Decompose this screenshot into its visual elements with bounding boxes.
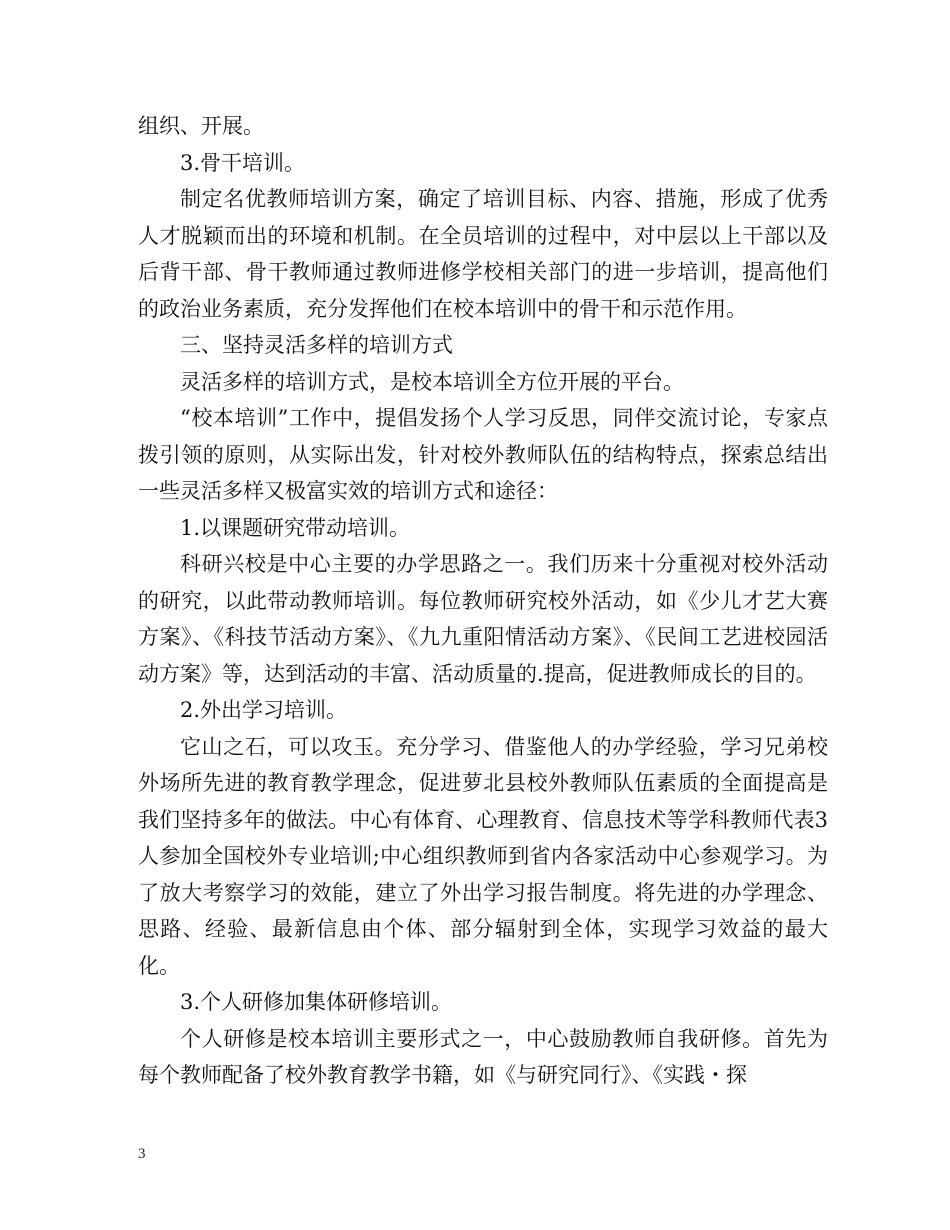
section-heading: 3.个人研修加集体研修培训。 <box>180 990 453 1014</box>
paragraph: 它山之石，可以攻玉。充分学习、借鉴他人的办学经验，学习兄弟校外场所先进的教育教学理念，促进萝北县校外教师队伍素质的全面提高是我们坚持多年的做法。中心有体育、心理教育、信息技术等学科教师代表3人参加全国校外专业培训;中心组织教师到省内各家活动中心参观学习。为了放大考察学习的效能，建立了外出学习报告制度。将先进的办学理念、思路、经验、最新信息由个体、部分辐射到全体，实现学习效益的最大化。 <box>138 734 828 978</box>
section-heading: 1.以课题研究带动培训。 <box>180 515 411 540</box>
paragraph: 个人研修是校本培训主要形式之一，中心鼓励教师自我研修。首先为每个教师配备了校外教育教学书籍，如《与研究同行》、《实践・探 <box>138 1026 828 1087</box>
section-heading: 三、坚持灵活多样的培训方式 <box>180 333 453 357</box>
section-heading: 3.骨干培训。 <box>180 150 306 175</box>
paragraph: 灵活多样的培训方式，是校本培训全方位开展的平台。 <box>180 369 684 394</box>
paragraph: “校本培训”工作中，提倡发扬个人学习反思，同伴交流讨论，专家点拨引领的原则，从实际出发，针对校外教师队伍的结构特点，探索总结出一些灵活多样又极富实效的培训方式和途径： <box>138 406 828 503</box>
page-number: 3 <box>138 1146 146 1162</box>
document-body <box>138 108 828 1094</box>
paragraph: 组织、开展。 <box>138 114 264 138</box>
paragraph: 制定名优教师培训方案，确定了培训目标、内容、措施，形成了优秀人才脱颖而出的环境和机制。在全员培训的过程中，对中层以上干部以及后背干部、骨干教师通过教师进修学校相关部门的进一步培训，提高他们的政治业务素质，充分发挥他们在校本培训中的骨干和示范作用。 <box>138 187 828 321</box>
section-heading: 2.外出学习培训。 <box>180 698 348 722</box>
paragraph: 科研兴校是中心主要的办学思路之一。我们历来十分重视对校外活动的研究，以此带动教师培训。每位教师研究校外活动，如《少儿才艺大赛方案》、《科技节活动方案》、《九九重阳情活动方案》、《民间工艺进校园活动方案》等，达到活动的丰富、活动质量的.提高，促进教师成长的目的。 <box>138 552 828 686</box>
